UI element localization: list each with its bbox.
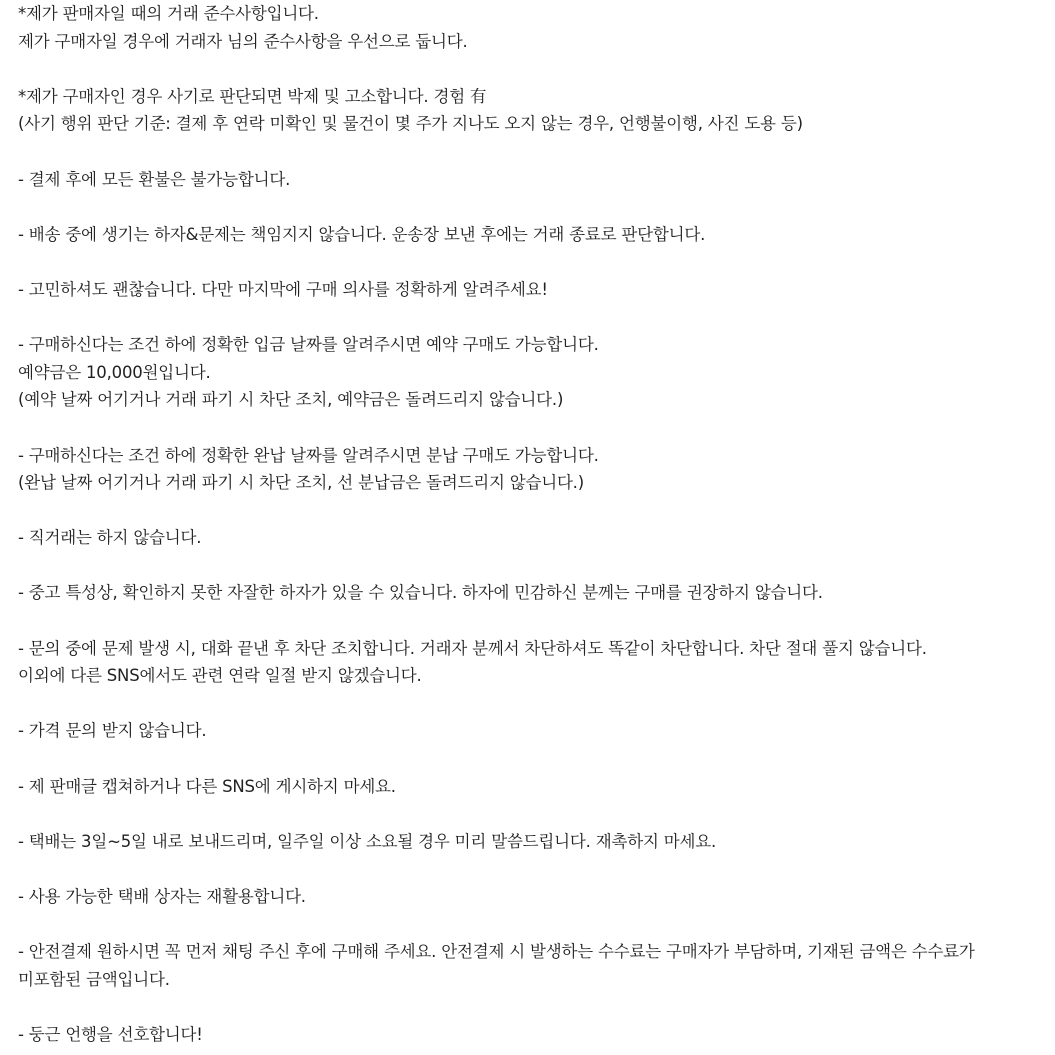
rule-no-price-inquiry: [18, 717, 1048, 745]
rule-decision: [18, 276, 1048, 304]
intro-section: [18, 0, 1048, 55]
paragraph-gap: [18, 607, 1048, 635]
fraud-line: (사기 행위 판단 기준: 결제 후 연락 미확인 및 물건이 몇 주가 지나도 오지 않는 경우, 언행불이행, 사진 도용 등): [18, 114, 803, 134]
rule-line: 이외에 다른 SNS에서도 관련 연락 일절 받지 않겠습니다.: [18, 666, 422, 686]
paragraph-gap: [18, 993, 1048, 1021]
paragraph-gap: [18, 193, 1048, 221]
seller-notice-document: [18, 0, 1048, 1049]
rule-used-defects: [18, 579, 1048, 607]
rule-shipping-damage: [18, 221, 1048, 249]
paragraph-gap: [18, 304, 1048, 332]
rule-no-capture: [18, 773, 1048, 801]
rule-polite-manner: [18, 1021, 1048, 1049]
rule-line: - 안전결제 원하시면 꼭 먼저 채팅 주신 후에 구매해 주세요. 안전결제 시 발생하는 수수료는 구매자가 부담하며, 기재된 금액은 수수료가: [18, 942, 975, 962]
rule-line: - 택배는 3일~5일 내로 보내드리며, 일주일 이상 소요될 경우 미리 말씀드립니다. 재촉하지 마세요.: [18, 831, 716, 851]
paragraph-gap: [18, 248, 1048, 276]
paragraph-gap: [18, 552, 1048, 580]
rule-line: - 직거래는 하지 않습니다.: [18, 528, 202, 548]
rule-safe-payment: [18, 938, 1048, 993]
paragraph-gap: [18, 414, 1048, 442]
paragraph-gap: [18, 55, 1048, 83]
paragraph-gap: [18, 745, 1048, 773]
paragraph-gap: [18, 138, 1048, 166]
rule-no-refund: [18, 166, 1048, 194]
rule-line: (완납 날짜 어기거나 거래 파기 시 차단 조치, 선 분납금은 돌려드리지 않습니다.): [18, 473, 584, 493]
rule-line: - 둥근 언행을 선호합니다!: [18, 1024, 203, 1044]
paragraph-gap: [18, 690, 1048, 718]
rule-line: - 결제 후에 모든 환불은 불가능합니다.: [18, 169, 291, 189]
rule-line: (예약 날짜 어기거나 거래 파기 시 차단 조치, 예약금은 돌려드리지 않습니다.): [18, 390, 564, 410]
intro-line: *제가 판매자일 때의 거래 준수사항입니다.: [18, 4, 319, 23]
rule-reservation: [18, 331, 1048, 414]
fraud-line: *제가 구매자인 경우 사기로 판단되면 박제 및 고소합니다. 경험 有: [18, 86, 487, 106]
rule-no-direct-trade: [18, 524, 1048, 552]
paragraph-gap: [18, 855, 1048, 883]
paragraph-gap: [18, 800, 1048, 828]
paragraph-gap: [18, 911, 1048, 939]
rule-delivery-time: [18, 828, 1048, 856]
rule-installment: [18, 442, 1048, 497]
rule-line: - 가격 문의 받지 않습니다.: [18, 721, 207, 741]
rule-box-reuse: [18, 883, 1048, 911]
rule-line: - 문의 중에 문제 발생 시, 대화 끝낸 후 차단 조치합니다. 거래자 분께서 차단하셔도 똑같이 차단합니다. 차단 절대 풀지 않습니다.: [18, 638, 927, 658]
rule-line: 예약금은 10,000원입니다.: [18, 362, 211, 382]
rule-line: - 제 판매글 캡쳐하거나 다른 SNS에 게시하지 마세요.: [18, 776, 396, 796]
rule-line: - 중고 특성상, 확인하지 못한 자잘한 하자가 있을 수 있습니다. 하자에 민감하신 분께는 구매를 권장하지 않습니다.: [18, 583, 823, 603]
rule-line: - 고민하셔도 괜찮습니다. 다만 마지막에 구매 의사를 정확하게 알려주세요!: [18, 279, 548, 299]
paragraph-gap: [18, 497, 1048, 525]
fraud-section: [18, 83, 1048, 138]
rule-blocking: [18, 635, 1048, 690]
rule-line: - 구매하신다는 조건 하에 정확한 입금 날짜를 알려주시면 예약 구매도 가능합니다.: [18, 335, 599, 355]
rule-line: - 구매하신다는 조건 하에 정확한 완납 날짜를 알려주시면 분납 구매도 가능합니다.: [18, 445, 599, 465]
rule-line: - 배송 중에 생기는 하자&문제는 책임지지 않습니다. 운송장 보낸 후에는 거래 종료로 판단합니다.: [18, 224, 706, 244]
rule-line: - 사용 가능한 택배 상자는 재활용합니다.: [18, 887, 306, 906]
rule-line: 미포함된 금액입니다.: [18, 969, 170, 989]
intro-line: 제가 구매자일 경우에 거래자 님의 준수사항을 우선으로 둡니다.: [18, 31, 468, 51]
